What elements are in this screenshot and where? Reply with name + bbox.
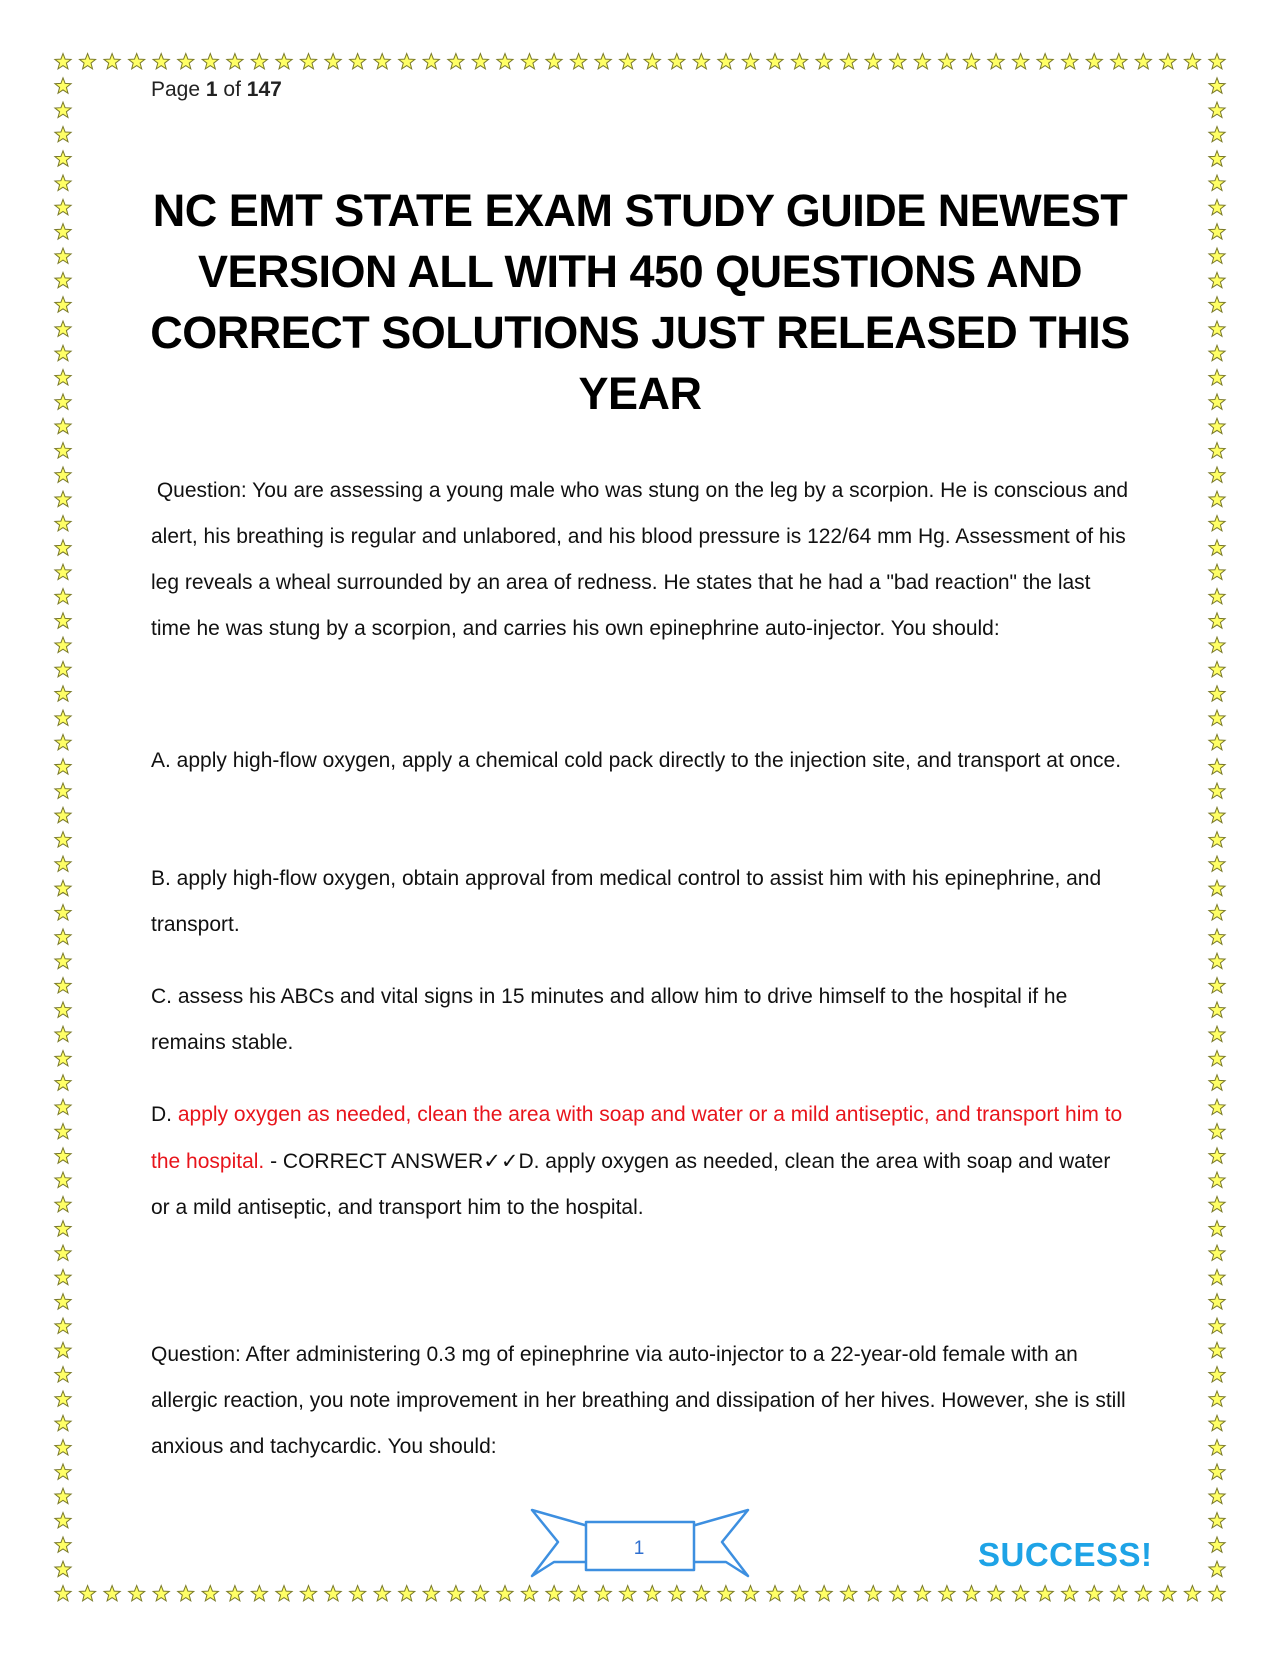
border-star-icon [374, 54, 390, 69]
border-star-icon [55, 1464, 71, 1479]
border-star-icon [620, 1586, 636, 1601]
border-star-icon [251, 54, 267, 69]
border-star-icon [55, 613, 71, 628]
page-indicator [151, 78, 282, 102]
border-star-icon [55, 1513, 71, 1528]
border-star-icon [55, 1269, 71, 1284]
border-star-icon [55, 734, 71, 749]
border-star-icon [890, 54, 906, 69]
border-star-icon [55, 151, 71, 166]
border-star-icon [1209, 272, 1225, 287]
border-star-icon [742, 54, 758, 69]
border-star-icon [227, 54, 243, 69]
border-star-icon [1209, 1196, 1225, 1211]
border-star-icon [1209, 1586, 1225, 1601]
border-star-icon [325, 1586, 341, 1601]
border-star-icon [55, 1561, 71, 1576]
page-of: of [223, 78, 241, 101]
border-star-icon [1209, 1124, 1225, 1139]
border-star-icon [227, 1586, 243, 1601]
border-star-icon [423, 54, 439, 69]
border-star-icon [55, 1440, 71, 1455]
border-star-icon [55, 370, 71, 385]
border-star-icon [1209, 978, 1225, 993]
border-star-icon [1209, 1026, 1225, 1041]
border-star-icon [55, 54, 71, 69]
border-star-icon [1160, 1586, 1176, 1601]
border-star-icon [55, 491, 71, 506]
border-star-icon [55, 1294, 71, 1309]
border-star-icon [1209, 832, 1225, 847]
success-slogan: SUCCESS! [978, 1536, 1153, 1573]
border-star-icon [80, 1586, 96, 1601]
border-star-icon [55, 807, 71, 822]
option-d-highlighted-text: apply oxygen as needed, clean the area with soap and water or a mild antiseptic, and transport him to the hospital. [151, 1103, 1123, 1173]
border-star-icon [55, 272, 71, 287]
border-star-icon [718, 1586, 734, 1601]
border-star-icon [153, 54, 169, 69]
border-star-icon [55, 564, 71, 579]
border-star-icon [104, 1586, 120, 1601]
page-total: 147 [246, 78, 282, 101]
border-star-icon [644, 1586, 660, 1601]
border-star-icon [1062, 54, 1078, 69]
border-star-icon [55, 1342, 71, 1357]
border-star-icon [546, 1586, 562, 1601]
border-star-icon [1160, 54, 1176, 69]
border-star-icon [55, 516, 71, 531]
question-1-option-a: A. apply high-flow oxygen, apply a chemical cold pack directly to the injection site, and transport at once. [151, 749, 1122, 772]
border-star-icon [1209, 1537, 1225, 1552]
border-star-icon [792, 1586, 808, 1601]
border-star-icon [521, 1586, 537, 1601]
border-star-icon [1209, 880, 1225, 895]
border-star-icon [669, 1586, 685, 1601]
border-star-icon [988, 54, 1004, 69]
question-1-stem [151, 468, 1131, 652]
border-star-icon [1184, 1586, 1200, 1601]
border-star-icon [1209, 345, 1225, 360]
border-star-icon [399, 1586, 415, 1601]
border-star-icon [1135, 54, 1151, 69]
border-star-icon [55, 1415, 71, 1430]
border-star-icon [55, 102, 71, 117]
border-star-icon [1209, 905, 1225, 920]
border-star-icon [1209, 175, 1225, 190]
border-star-icon [1209, 1269, 1225, 1284]
border-star-icon [251, 1586, 267, 1601]
border-star-icon [1209, 929, 1225, 944]
border-star-icon [595, 54, 611, 69]
border-star-icon [571, 54, 587, 69]
border-star-icon [1209, 1148, 1225, 1163]
border-star-icon [595, 1586, 611, 1601]
border-star-icon [963, 1586, 979, 1601]
border-star-icon [55, 1196, 71, 1211]
correct-answer-text: D. apply oxygen as needed, clean the area with soap and water or a mild antiseptic, and transport him to the hospital. [151, 1150, 1111, 1219]
border-star-icon [1086, 54, 1102, 69]
border-star-icon [1209, 1172, 1225, 1187]
border-star-icon [202, 1586, 218, 1601]
border-star-icon [55, 710, 71, 725]
border-star-icon [1037, 1586, 1053, 1601]
border-star-icon [129, 1586, 145, 1601]
page-current: 1 [205, 78, 218, 101]
border-star-icon [1209, 1513, 1225, 1528]
border-star-icon [276, 1586, 292, 1601]
question-1-option-b: B. apply high-flow oxygen, obtain approval from medical control to assist him with his epinephrine, and transport. [151, 867, 1102, 936]
border-star-icon [914, 1586, 930, 1601]
border-star-icon [1209, 1464, 1225, 1479]
border-star-icon [399, 54, 415, 69]
border-star-icon [1037, 54, 1053, 69]
border-star-icon [1209, 1075, 1225, 1090]
border-star-icon [1209, 418, 1225, 433]
border-star-icon [1209, 248, 1225, 263]
border-star-icon [178, 54, 194, 69]
border-star-icon [497, 1586, 513, 1601]
border-star-icon [1209, 102, 1225, 117]
border-star-icon [841, 1586, 857, 1601]
border-star-icon [1209, 516, 1225, 531]
border-star-icon [1209, 564, 1225, 579]
border-star-icon [1135, 1586, 1151, 1601]
double-check-icon: ✓✓ [483, 1149, 519, 1173]
border-star-icon [55, 1367, 71, 1382]
border-star-icon [571, 1586, 587, 1601]
border-star-icon [55, 637, 71, 652]
border-star-icon [1062, 1586, 1078, 1601]
ribbon-left-tail [532, 1510, 588, 1576]
border-star-icon [497, 54, 513, 69]
border-star-icon [55, 321, 71, 336]
border-star-icon [816, 54, 832, 69]
border-star-icon [1111, 1586, 1127, 1601]
border-star-icon [1209, 1221, 1225, 1236]
border-star-icon [55, 1537, 71, 1552]
border-star-icon [153, 1586, 169, 1601]
border-star-icon [55, 1051, 71, 1066]
border-star-icon [178, 1586, 194, 1601]
border-star-icon [55, 1002, 71, 1017]
border-star-icon [374, 1586, 390, 1601]
border-star-icon [55, 1586, 71, 1601]
border-star-icon [55, 418, 71, 433]
border-star-icon [1111, 54, 1127, 69]
border-star-icon [55, 759, 71, 774]
border-star-icon [55, 1318, 71, 1333]
border-star-icon [55, 1026, 71, 1041]
border-star-icon [55, 589, 71, 604]
ribbon-right-tail [692, 1510, 748, 1576]
border-star-icon [1209, 1294, 1225, 1309]
border-star-icon [55, 224, 71, 239]
border-star-icon [1209, 1342, 1225, 1357]
border-star-icon [472, 1586, 488, 1601]
border-star-icon [55, 394, 71, 409]
border-star-icon [55, 1099, 71, 1114]
border-star-icon [1209, 54, 1225, 69]
border-star-icon [300, 54, 316, 69]
border-star-icon [55, 1172, 71, 1187]
border-star-icon [1209, 78, 1225, 93]
border-star-icon [939, 1586, 955, 1601]
border-star-icon [55, 880, 71, 895]
border-star-icon [767, 54, 783, 69]
border-star-icon [80, 54, 96, 69]
border-star-icon [1209, 953, 1225, 968]
border-star-icon [742, 1586, 758, 1601]
border-star-icon [1086, 1586, 1102, 1601]
border-star-icon [1209, 1415, 1225, 1430]
border-star-icon [644, 54, 660, 69]
border-star-icon [1209, 1440, 1225, 1455]
border-star-icon [1184, 54, 1200, 69]
border-star-icon [767, 1586, 783, 1601]
border-star-icon [55, 345, 71, 360]
border-star-icon [350, 54, 366, 69]
border-star-icon [423, 1586, 439, 1601]
border-star-icon [1209, 1318, 1225, 1333]
border-star-icon [55, 1221, 71, 1236]
border-star-icon [669, 54, 685, 69]
border-star-icon [55, 856, 71, 871]
border-star-icon [325, 54, 341, 69]
border-star-icon [55, 1245, 71, 1260]
border-star-icon [914, 54, 930, 69]
border-star-icon [1209, 394, 1225, 409]
border-star-icon [865, 1586, 881, 1601]
question-1-option-c: C. assess his ABCs and vital signs in 15 minutes and allow him to drive himself to the hospital if he remains stable. [151, 985, 1068, 1054]
border-star-icon [1209, 1051, 1225, 1066]
border-star-icon [55, 1075, 71, 1090]
border-star-icon [55, 953, 71, 968]
border-star-icon [1209, 321, 1225, 336]
footer-page-number: 1 [633, 1538, 645, 1559]
border-star-icon [300, 1586, 316, 1601]
border-star-icon [55, 175, 71, 190]
border-star-icon [55, 929, 71, 944]
border-star-icon [1209, 491, 1225, 506]
border-star-icon [55, 661, 71, 676]
border-star-icon [55, 1488, 71, 1503]
border-star-icon [55, 297, 71, 312]
border-star-icon [1209, 783, 1225, 798]
border-star-icon [1209, 637, 1225, 652]
border-star-icon [1013, 54, 1029, 69]
border-star-icon [55, 127, 71, 142]
option-d-prefix: D. [151, 1103, 172, 1126]
border-star-icon [1209, 370, 1225, 385]
border-star-icon [55, 1124, 71, 1139]
border-star-icon [939, 54, 955, 69]
border-star-icon [129, 54, 145, 69]
border-star-icon [1209, 710, 1225, 725]
border-star-icon [1209, 856, 1225, 871]
border-star-icon [55, 540, 71, 555]
border-star-icon [546, 54, 562, 69]
border-star-icon [202, 54, 218, 69]
page-word: Page [151, 78, 201, 101]
border-star-icon [1209, 1099, 1225, 1114]
border-star-icon [350, 1586, 366, 1601]
border-star-icon [276, 54, 292, 69]
question-1-option-d-answer [151, 1092, 1131, 1231]
border-star-icon [1013, 1586, 1029, 1601]
border-star-icon [448, 54, 464, 69]
border-star-icon [963, 54, 979, 69]
border-star-icon [1209, 297, 1225, 312]
question-1-stem-text: Question: You are assessing a young male who was stung on the leg by a scorpion. He is conscious and alert, his breathing is regular and unlabored, and his blood pressure is 122/64 mm Hg. Assessment of his leg reveals a wheal surrounded by an area of redness. He states that he had a "bad reaction" the last time he was stung by a scorpion, and carries his own epinephrine auto-injector. You should: [151, 479, 1129, 640]
border-star-icon [1209, 1245, 1225, 1260]
border-star-icon [816, 1586, 832, 1601]
border-star-icon [865, 54, 881, 69]
border-star-icon [55, 905, 71, 920]
border-star-icon [792, 54, 808, 69]
border-star-icon [1209, 734, 1225, 749]
border-star-icon [1209, 1367, 1225, 1382]
border-star-icon [1209, 759, 1225, 774]
border-star-icon [521, 54, 537, 69]
border-star-icon [55, 248, 71, 263]
border-star-icon [1209, 1488, 1225, 1503]
border-star-icon [1209, 127, 1225, 142]
border-star-icon [1209, 467, 1225, 482]
border-star-icon [55, 783, 71, 798]
border-star-icon [693, 1586, 709, 1601]
border-star-icon [1209, 807, 1225, 822]
border-star-icon [1209, 1391, 1225, 1406]
border-star-icon [1209, 613, 1225, 628]
border-star-icon [1209, 661, 1225, 676]
border-star-icon [1209, 1561, 1225, 1576]
correct-answer-label: - CORRECT ANSWER [270, 1150, 484, 1173]
question-2-stem: Question: After administering 0.3 mg of epinephrine via auto-injector to a 22-year-old female with an allergic reaction, you note improvement in her breathing and dissipation of her hives. However, she is still anxious and tachycardic. You should: [151, 1343, 1126, 1458]
border-star-icon [448, 1586, 464, 1601]
border-star-icon [620, 54, 636, 69]
border-star-icon [1209, 151, 1225, 166]
border-star-icon [472, 54, 488, 69]
border-star-icon [841, 54, 857, 69]
border-star-icon [890, 1586, 906, 1601]
border-star-icon [55, 1391, 71, 1406]
border-star-icon [104, 54, 120, 69]
border-star-icon [693, 54, 709, 69]
border-star-icon [1209, 686, 1225, 701]
border-star-icon [1209, 540, 1225, 555]
border-star-icon [55, 832, 71, 847]
border-star-icon [718, 54, 734, 69]
document-title: NC EMT STATE EXAM STUDY GUIDE NEWEST VERSION ALL WITH 450 QUESTIONS AND CORRECT SOLUTIONS JUST RELEASED THIS YEAR [150, 185, 1130, 419]
border-star-icon [55, 199, 71, 214]
border-star-icon [55, 686, 71, 701]
border-star-icon [1209, 224, 1225, 239]
border-star-icon [1209, 589, 1225, 604]
border-star-icon [1209, 443, 1225, 458]
border-star-icon [55, 443, 71, 458]
border-star-icon [55, 78, 71, 93]
border-star-icon [55, 978, 71, 993]
border-star-icon [1209, 199, 1225, 214]
border-star-icon [1209, 1002, 1225, 1017]
border-star-icon [988, 1586, 1004, 1601]
border-star-icon [55, 1148, 71, 1163]
border-star-icon [55, 467, 71, 482]
